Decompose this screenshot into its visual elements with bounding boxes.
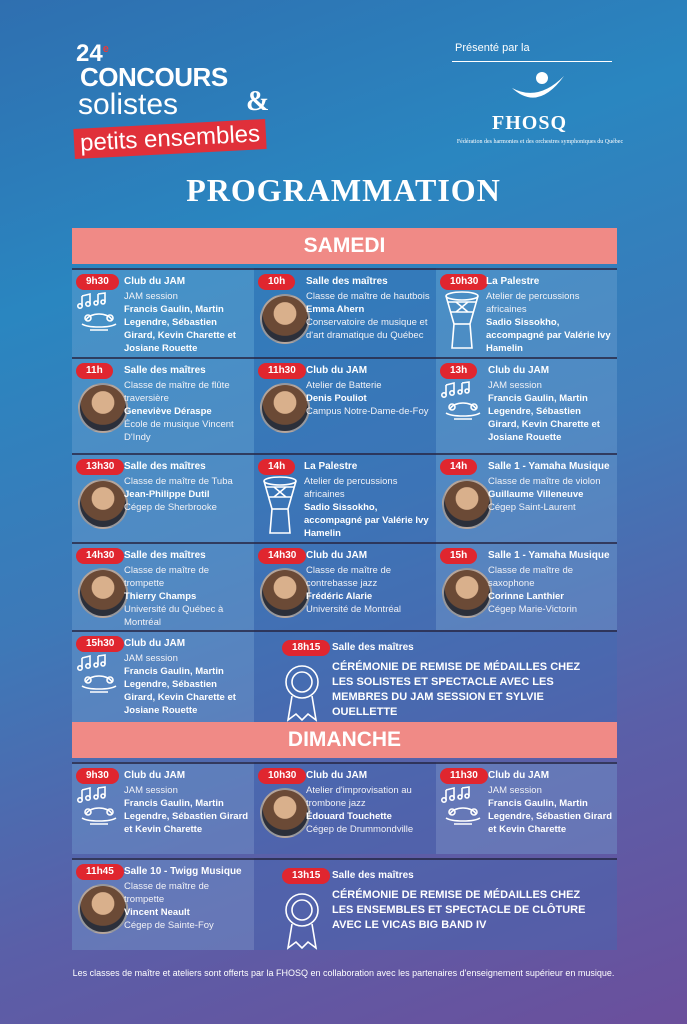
session-type: Atelier de Batterie bbox=[306, 380, 382, 391]
institution: École de musique Vincent D'Indy bbox=[124, 419, 234, 443]
institution: Cégep de Sainte-Foy bbox=[124, 920, 214, 931]
logo-ampersand: & bbox=[246, 86, 270, 117]
venue-name: Salle des maîtres bbox=[332, 870, 414, 881]
time-badge: 18h15 bbox=[282, 640, 330, 656]
venue-name: Salle 1 - Yamaha Musique bbox=[488, 550, 610, 561]
performer-names: Geneviève Déraspe bbox=[124, 406, 212, 417]
performer-names: Francis Gaulin, Martin Legendre, Sébastien Girard et Kevin Charette bbox=[488, 798, 613, 835]
session-type: Atelier d'improvisation au trombone jazz bbox=[306, 785, 412, 809]
time-badge: 9h30 bbox=[76, 274, 119, 290]
session-type: JAM session bbox=[488, 380, 542, 391]
session-description bbox=[304, 475, 432, 540]
logo-solistes: solistes bbox=[78, 88, 179, 121]
institution: Université du Québec à Montréal bbox=[124, 604, 224, 628]
music-notes-icon bbox=[440, 379, 486, 425]
session-description bbox=[306, 564, 432, 616]
performer-names: Guillaume Villeneuve bbox=[488, 489, 584, 500]
schedule-cell bbox=[254, 453, 436, 542]
schedule-cell bbox=[436, 453, 617, 542]
session-type: JAM session bbox=[124, 785, 178, 796]
schedule-cell bbox=[72, 268, 254, 357]
institution: Conservatoire de musique et d'art dramatique du Québec bbox=[306, 317, 428, 341]
performer-names: Denis Pouliot bbox=[306, 393, 367, 404]
venue-name: Club du JAM bbox=[124, 276, 186, 287]
time-badge: 10h30 bbox=[258, 768, 306, 784]
performer-names: Thierry Champs bbox=[124, 591, 197, 602]
schedule-cell bbox=[72, 357, 254, 453]
time-badge: 14h30 bbox=[76, 548, 124, 564]
venue-name: Salle des maîtres bbox=[124, 461, 206, 472]
day-header-sunday: DIMANCHE bbox=[72, 722, 617, 758]
schedule-cell bbox=[436, 268, 617, 357]
edition-number: 24e bbox=[76, 40, 109, 67]
performer-names: Francis Gaulin, Martin Legendre, Sébastien Girard et Kevin Charette bbox=[124, 798, 249, 835]
venue-name: Salle des maîtres bbox=[124, 550, 206, 561]
schedule-cell bbox=[72, 542, 254, 630]
venue-name: Club du JAM bbox=[306, 365, 368, 376]
session-type: Classe de maître de hautbois bbox=[306, 291, 430, 302]
time-badge: 13h bbox=[440, 363, 477, 379]
music-notes-icon bbox=[76, 784, 122, 830]
fhosq-name: FHOSQ bbox=[492, 112, 568, 134]
session-description bbox=[488, 475, 613, 514]
time-badge: 10h30 bbox=[440, 274, 488, 290]
session-type: Classe de maître de contrebasse jazz bbox=[306, 565, 392, 589]
venue-name: Club du JAM bbox=[488, 770, 550, 781]
footer-note: Les classes de maître et ateliers sont offerts par la FHOSQ en collaboration avec les partenaires d'enseignement supérieur en musique. bbox=[72, 968, 615, 978]
session-description bbox=[124, 290, 250, 355]
session-type: Classe de maître de Tuba bbox=[124, 476, 233, 487]
session-description bbox=[306, 290, 432, 342]
session-type: Atelier de percussions africaines bbox=[304, 476, 398, 500]
music-notes-icon bbox=[76, 652, 122, 698]
session-description bbox=[124, 475, 250, 514]
time-badge: 15h30 bbox=[76, 636, 124, 652]
venue-name: Club du JAM bbox=[488, 365, 550, 376]
session-description bbox=[488, 564, 613, 616]
performer-photo bbox=[78, 568, 128, 618]
time-badge: 11h30 bbox=[440, 768, 488, 784]
performer-names: Francis Gaulin, Martin Legendre, Sébastien Girard, Kevin Charette et Josiane Rouette bbox=[124, 304, 236, 354]
schedule-cell bbox=[254, 762, 436, 854]
schedule-cell bbox=[72, 630, 254, 722]
time-badge: 10h bbox=[258, 274, 295, 290]
presented-by: Présenté par la bbox=[455, 42, 530, 54]
schedule-cell bbox=[254, 357, 436, 453]
session-type: JAM session bbox=[124, 291, 178, 302]
session-type: Classe de maître de saxophone bbox=[488, 565, 574, 589]
venue-name: La Palestre bbox=[486, 276, 540, 287]
session-description bbox=[124, 652, 250, 717]
djembe-icon bbox=[442, 290, 482, 352]
institution: Cégep Marie-Victorin bbox=[488, 604, 578, 615]
venue-name: Club du JAM bbox=[124, 770, 186, 781]
logo-petits-ensembles: petits ensembles bbox=[73, 119, 266, 159]
day-header-saturday: SAMEDI bbox=[72, 228, 617, 264]
performer-photo bbox=[260, 568, 310, 618]
logo-concours: CONCOURS bbox=[80, 62, 228, 92]
performer-names: Jean-Philippe Dutil bbox=[124, 489, 210, 500]
performer-photo bbox=[260, 383, 310, 433]
performer-names: Francis Gaulin, Martin Legendre, Sébastien Girard, Kevin Charette et Josiane Rouette bbox=[488, 393, 600, 443]
ceremony-description: CÉRÉMONIE DE REMISE DE MÉDAILLES CHEZ LES SOLISTES ET SPECTACLE AVEC LES MEMBRES DU JAM SESSION ET SYLVIE OUELLETTE bbox=[332, 661, 581, 718]
session-type: JAM session bbox=[124, 653, 178, 664]
institution: Université de Montréal bbox=[306, 604, 402, 615]
music-notes-icon bbox=[440, 784, 486, 830]
schedule-cell bbox=[436, 357, 617, 453]
page-title: PROGRAMMATION bbox=[186, 172, 501, 208]
time-badge: 14h bbox=[258, 459, 295, 475]
medal-icon bbox=[282, 662, 322, 722]
performer-names: Vincent Neault bbox=[124, 907, 190, 918]
session-description bbox=[486, 290, 613, 355]
time-badge: 9h30 bbox=[76, 768, 119, 784]
performer-names: Sadio Sissokho, accompagné par Valérie Ivy Hamelin bbox=[304, 502, 429, 539]
session-type: Classe de maître de flûte traversière bbox=[124, 380, 230, 404]
time-badge: 14h bbox=[440, 459, 477, 475]
session-description bbox=[124, 379, 250, 444]
performer-photo bbox=[78, 479, 128, 529]
schedule-cell bbox=[72, 453, 254, 542]
fhosq-subtitle: Fédération des harmonies et des orchestres symphoniques du Québec bbox=[456, 139, 624, 145]
session-description bbox=[124, 784, 250, 836]
divider bbox=[452, 61, 612, 62]
institution: Cégep de Sherbrooke bbox=[124, 502, 217, 513]
music-notes-icon bbox=[76, 290, 122, 336]
performer-names: Emma Ahern bbox=[306, 304, 365, 315]
performer-photo bbox=[78, 884, 128, 934]
venue-name: Club du JAM bbox=[124, 638, 186, 649]
venue-name: Club du JAM bbox=[306, 770, 368, 781]
session-description bbox=[488, 379, 613, 444]
ceremony-cell bbox=[254, 858, 617, 950]
session-type: Atelier de percussions africaines bbox=[486, 291, 580, 315]
time-badge: 13h15 bbox=[282, 868, 330, 884]
institution: Cégep de Drummondville bbox=[306, 824, 414, 835]
venue-name: Salle 10 - Twigg Musique bbox=[124, 866, 242, 877]
time-badge: 15h bbox=[440, 548, 477, 564]
schedule-cell bbox=[72, 858, 254, 950]
performer-photo bbox=[442, 479, 492, 529]
time-badge: 11h45 bbox=[76, 864, 124, 880]
contest-logo bbox=[72, 36, 282, 156]
venue-name: Salle des maîtres bbox=[306, 276, 388, 287]
schedule-cell bbox=[436, 762, 617, 854]
medal-icon bbox=[282, 890, 322, 950]
session-description bbox=[124, 564, 250, 629]
ceremony-cell bbox=[254, 630, 617, 722]
session-description bbox=[124, 880, 250, 932]
performer-photo bbox=[260, 788, 310, 838]
venue-name: Club du JAM bbox=[306, 550, 368, 561]
time-badge: 11h bbox=[76, 363, 113, 379]
session-description bbox=[306, 379, 432, 418]
schedule-cell bbox=[436, 542, 617, 630]
performer-names: Édouard Touchette bbox=[306, 811, 392, 822]
schedule-cell bbox=[254, 542, 436, 630]
time-badge: 11h30 bbox=[258, 363, 306, 379]
schedule-cell bbox=[72, 762, 254, 854]
time-badge: 13h30 bbox=[76, 459, 124, 475]
session-type: Classe de maître de trompette bbox=[124, 881, 210, 905]
performer-names: Sadio Sissokho, accompagné par Valérie Ivy Hamelin bbox=[486, 317, 611, 354]
performer-names: Frédéric Alarie bbox=[306, 591, 373, 602]
venue-name: Salle 1 - Yamaha Musique bbox=[488, 461, 610, 472]
institution: Campus Notre-Dame-de-Foy bbox=[306, 406, 429, 417]
performer-photo bbox=[78, 383, 128, 433]
performer-names: Corinne Lanthier bbox=[488, 591, 565, 602]
schedule-cell bbox=[254, 268, 436, 357]
venue-name: La Palestre bbox=[304, 461, 358, 472]
session-type: JAM session bbox=[488, 785, 542, 796]
performer-names: Francis Gaulin, Martin Legendre, Sébastien Girard, Kevin Charette et Josiane Rouette bbox=[124, 666, 236, 716]
institution: Cégep Saint-Laurent bbox=[488, 502, 576, 513]
performer-photo bbox=[442, 568, 492, 618]
session-description bbox=[488, 784, 613, 836]
session-type: Classe de maître de trompette bbox=[124, 565, 210, 589]
venue-name: Salle des maîtres bbox=[124, 365, 206, 376]
fhosq-emblem-icon bbox=[508, 68, 566, 112]
time-badge: 14h30 bbox=[258, 548, 306, 564]
session-type: Classe de maître de violon bbox=[488, 476, 601, 487]
venue-name: Salle des maîtres bbox=[332, 642, 414, 653]
session-description bbox=[306, 784, 432, 836]
performer-photo bbox=[260, 294, 310, 344]
djembe-icon bbox=[260, 475, 300, 537]
ceremony-description: CÉRÉMONIE DE REMISE DE MÉDAILLES CHEZ LES ENSEMBLES ET SPECTACLE DE CLÔTURE AVEC LE VICAS BIG BAND IV bbox=[332, 889, 586, 931]
